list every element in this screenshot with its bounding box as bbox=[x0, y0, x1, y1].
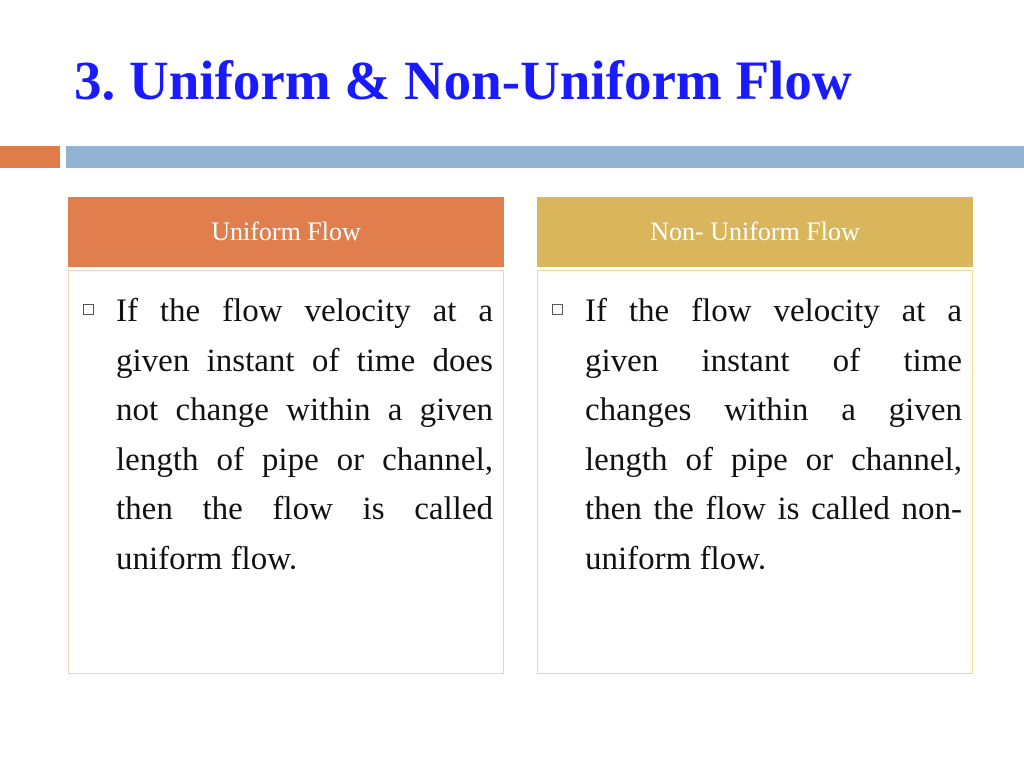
hollow-square-bullet-icon bbox=[552, 304, 563, 315]
uniform-flow-header-label: Uniform Flow bbox=[211, 217, 361, 246]
uniform-flow-description: If the flow velocity at a given instant of time does not change within a given length of pipe or channel, then the flow is called uniform flow. bbox=[116, 293, 493, 577]
list-item bbox=[83, 287, 493, 584]
accent-bar-right bbox=[66, 146, 1024, 168]
non-uniform-flow-description: If the flow velocity at a given instant of time changes within a given length of pipe or channel, then the flow is called non-uniform flow. bbox=[585, 293, 962, 577]
uniform-flow-header bbox=[68, 197, 504, 267]
accent-bar-left bbox=[0, 146, 60, 168]
non-uniform-flow-header-label: Non- Uniform Flow bbox=[650, 217, 860, 246]
non-uniform-flow-body bbox=[537, 270, 973, 674]
non-uniform-flow-header bbox=[537, 197, 973, 267]
list-item bbox=[552, 287, 962, 584]
hollow-square-bullet-icon bbox=[83, 304, 94, 315]
slide-title: 3. Uniform & Non-Uniform Flow bbox=[74, 50, 852, 111]
uniform-flow-body bbox=[68, 270, 504, 674]
